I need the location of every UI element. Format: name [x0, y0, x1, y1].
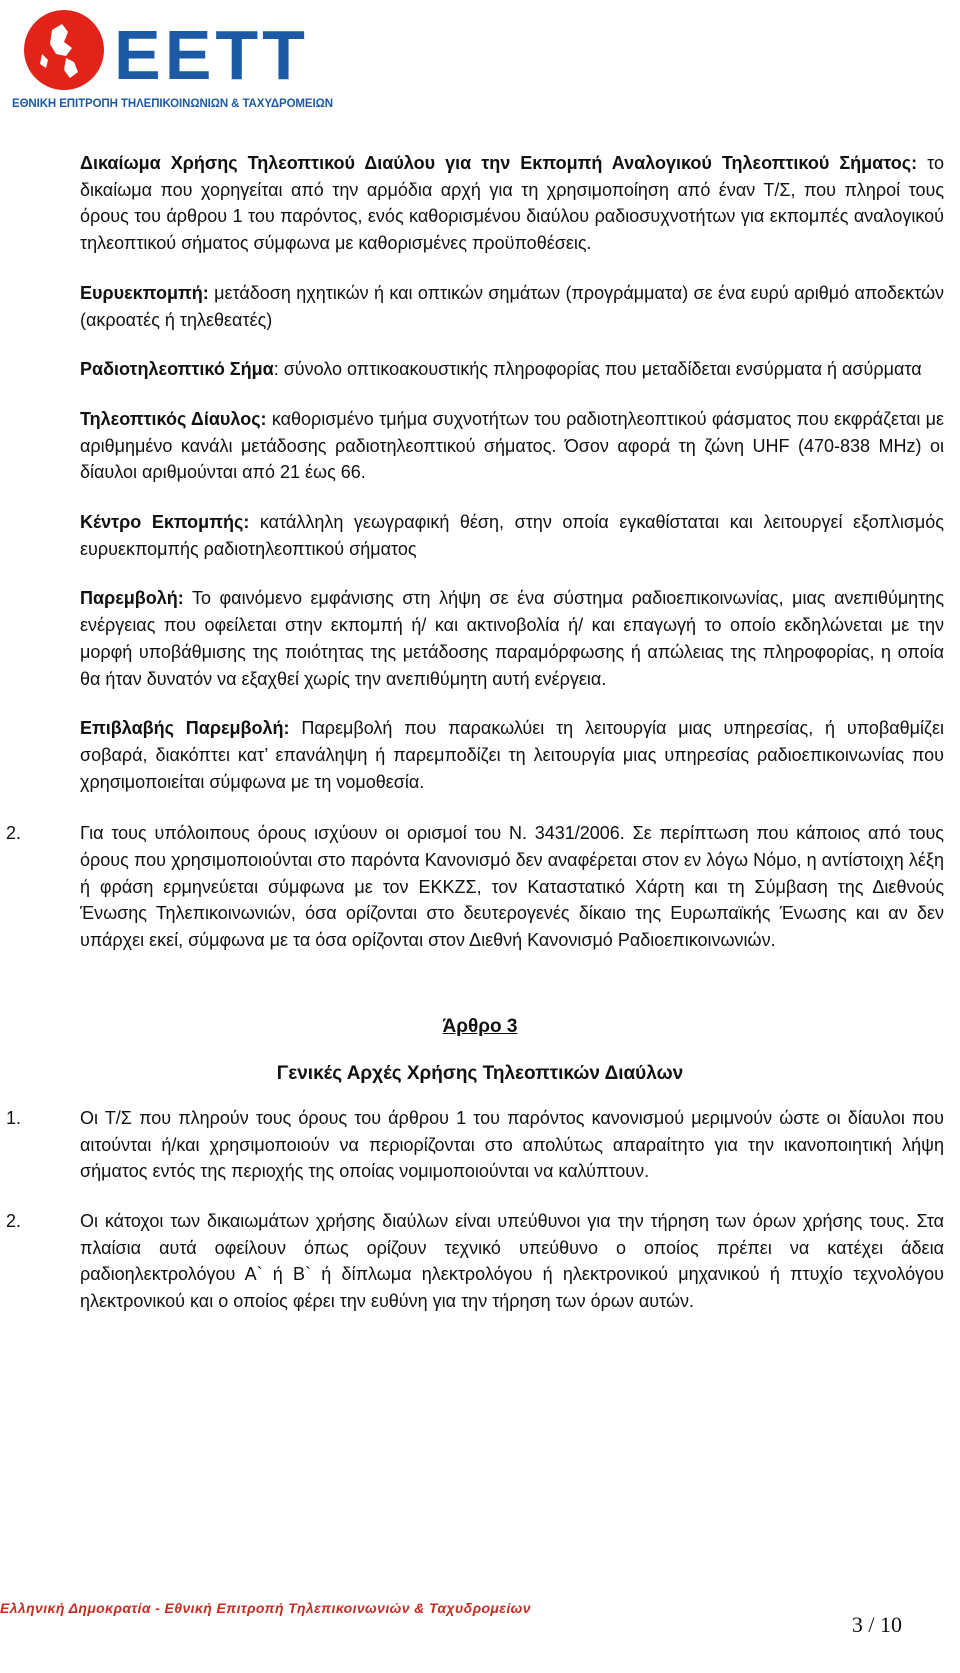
definition-term: Ραδιοτηλεοπτικό Σήμα	[80, 359, 274, 380]
item-number: 1.	[6, 1107, 22, 1128]
definition-term: Ευρυεκπομπή:	[80, 282, 209, 303]
item-text: Οι Τ/Σ που πληρούν τους όρους του άρθρου 1 του παρόντος κανονισμού μεριμνούν ώστε οι δίαυλοι που αιτούνται ή/και χρησιμοποιούν να περιορίζονται στο απολύτως απαραίτητο για την ικανοποιητική λήψη σήματος εντός της περιοχής της οποίας νομιμοποιούνται να καλύπτουν.	[80, 1107, 944, 1182]
definition-term: Παρεμβολή:	[80, 588, 184, 609]
definition-text: Το φαινόμενο εμφάνισης στη λήψη σε ένα σύστημα ραδιοεπικοινωνίας, μιας ανεπιθύμητης ενέργειας που οφείλεται στην εκπομπή ή/ και ακτινοβολία ή/ και επαγωγή το οποίο εκδηλώνεται με την μορφή υποβάθμισης της ποιότητας της μετάδοσης παραμόρφωσης ή απώλειας της πληροφορίας, η οποία θα ήταν δυνατόν να εξαχθεί χωρίς την ανεπιθύμητη αυτή ενέργεια.	[80, 588, 944, 689]
numbered-item	[6, 1208, 944, 1315]
definition-term: Κέντρο Εκπομπής:	[80, 512, 250, 533]
item-text: Για τους υπόλοιπους όρους ισχύουν οι ορισμοί του Ν. 3431/2006. Σε περίπτωση που κάποιος από τους όρους που χρησιμοποιούνται στο παρόντα Κανονισμό δεν αναφέρεται στον εν λόγω Νόμο, η αντίστοιχη λέξη ή φράση ερμηνεύεται σύμφωνα με τον ΕΚΚΖΣ, τον Καταστατικό Χάρτη και τη Σύμβαση της Διεθνούς Ένωσης Τηλεπικοινωνιών, όσα ορίζονται στο δευτερογενές δίκαιο της Ευρωπαϊκής Ένωσης και αν δεν υπάρχει εκεί, σύμφωνα με τα όσα ορίζονται στον Διεθνή Κανονισμό Ραδιοεπικοινωνιών.	[80, 823, 944, 951]
item-number: 2.	[6, 1210, 22, 1231]
logo-wordmark: EETT	[114, 16, 309, 94]
definition	[80, 150, 944, 257]
definition-term: Τηλεοπτικός Δίαυλος:	[80, 408, 267, 429]
definition-text: : σύνολο οπτικοακουστικής πληροφορίας που μεταδίδεται ενσύρματα ή ασύρματα	[273, 359, 922, 380]
definition	[80, 280, 944, 333]
eett-logo	[12, 4, 342, 122]
definition	[80, 585, 944, 692]
definition	[80, 715, 944, 795]
document-body	[0, 150, 960, 1315]
numbered-item	[6, 820, 944, 954]
definition	[80, 406, 944, 486]
definition-text: Παρεμβολή που παρακωλύει τη λειτουργία μιας υπηρεσίας, ή υποβαθμίζει σοβαρά, διακόπτει κατ’ επανάληψη ή παρεμποδίζει τη λειτουργία μιας υπηρεσίας ραδιοεπικοινωνίας που χρησιμοποιείται σύμφωνα με τη νομοθεσία.	[80, 718, 944, 792]
definition	[80, 509, 944, 562]
definition-term: Επιβλαβής Παρεμβολή:	[80, 718, 290, 739]
article-title: Γενικές Αρχές Χρήσης Τηλεοπτικών Διαύλων	[276, 1062, 684, 1084]
definition	[80, 356, 944, 383]
definition-text: μετάδοση ηχητικών ή και οπτικών σημάτων (προγράμματα) σε ένα ευρύ αριθμό αποδεκτών (ακροατές ή τηλεθεατές)	[80, 282, 944, 330]
definition-text: το δικαίωμα που χορηγείται από την αρμόδια αρχή για τη χρησιμοποίηση από έναν Τ/Σ, που πληροί τους όρους του άρθρου 1 του παρόντος, ενός καθορισμένου διαύλου ραδιοσυχνοτήτων για εκπομπές αναλογικού τηλεοπτικού σήματος σύμφωνα με καθορισμένες προϋποθέσεις.	[80, 153, 944, 254]
item-text: Οι κάτοχοι των δικαιωμάτων χρήσης διαύλων είναι υπεύθυνοι για την τήρηση των όρων χρήσης τους. Στα πλαίσια αυτά οφείλουν όπως ορίζουν τεχνικό υπεύθυνο ο οποίος πρέπει να κατέχει άδεια ραδιοηλεκτρολόγου Α` ή Β` ή δίπλωμα ηλεκτρολόγου ή ηλεκτρονικού μηχανικού ή πτυχίο τεχνολόγου ηλεκτρονικού και ο οποίος φέρει την ευθύνη για την τήρηση των όρων αυτών.	[80, 1210, 944, 1312]
org-name: ΕΘΝΙΚΗ ΕΠΙΤΡΟΠΗ ΤΗΛΕΠΙΚΟΙΝΩΝΙΩΝ & ΤΑΧΥΔΡΟΜΕΙΩΝ	[12, 98, 333, 110]
article-heading: Άρθρο 3	[442, 1015, 518, 1037]
page-number: 3 / 10	[851, 1612, 902, 1637]
definition-text: κατάλληλη γεωγραφική θέση, στην οποία εγκαθίσταται και λειτουργεί εξοπλισμός ευρυεκπομπής ραδιοτηλεοπτικού σήματος	[80, 512, 944, 559]
item-number: 2.	[6, 823, 22, 844]
numbered-item	[6, 1105, 944, 1185]
definition-term: Δικαίωμα Χρήσης Τηλεοπτικού Διαύλου για την Εκπομπή Αναλογικού Τηλεοπτικού Σήματος:	[80, 153, 918, 173]
definition-text: καθορισμένο τμήμα συχνοτήτων του ραδιοτηλεοπτικού φάσματος που εκφράζεται με αριθμημένο κανάλι μετάδοσης ραδιοτηλεοπτικού σήματος. Όσον αφορά τη ζώνη UHF (470-838 MHz) οι δίαυλοι αριθμούνται από 21 έως 66.	[80, 408, 944, 483]
footer-text: Ελληνική Δημοκρατία - Εθνική Επιτροπή Τηλεπικοινωνιών & Ταχυδρομείων	[0, 1600, 531, 1616]
